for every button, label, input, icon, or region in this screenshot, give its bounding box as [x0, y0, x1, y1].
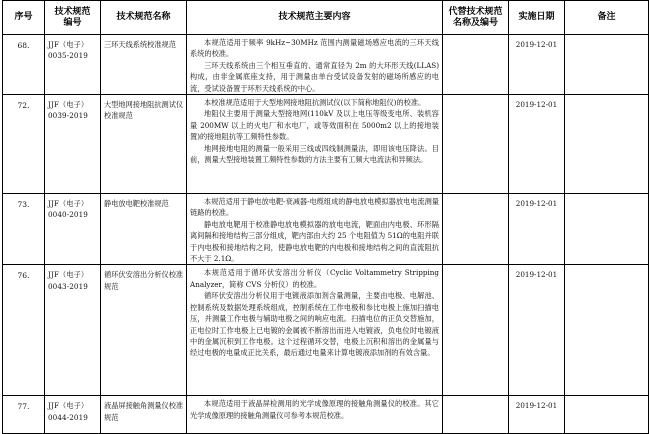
remark	[565, 265, 649, 396]
content-paragraph: 地网接地电阻的测量一般采用三线或四线制测量法，即用该电压降法。目前，测量大型接地装置工频特性参数的方法主要有工频大电流法和异频法。	[190, 143, 439, 165]
replaced-spec	[443, 35, 509, 95]
content-paragraph: 本规范适用于频率 9kHz~30MHz 范围内测量磁场感应电流的三环天线系统的校准。	[190, 38, 439, 59]
replaced-spec	[443, 194, 509, 265]
table-row	[3, 95, 649, 194]
header-remark: 备注	[565, 1, 649, 35]
spec-code: JJF（电子）0043-2019	[45, 265, 101, 396]
row-number: 76.	[3, 265, 45, 396]
content-paragraph: 本规范适用于液晶屏检测用的光学成像原理的接触角测量仪的校准。其它光学成像原理的接触角测量仪可参考本规范校准。	[190, 399, 439, 420]
spec-table	[2, 0, 649, 434]
content-paragraph: 循环伏安溶出分析仪用于电镀液添加剂含量测量，主要由电极、电解池、控制系统及数据处理系统组成，控制系统在工作电极和参比电极上施加扫描电压，并测量工作电极与辅助电极之间的响应电流。扫描电位的正负交替施加，正电位时工作电极上已电镀的金属被不断溶出而进入电镀液，负电位时电镀液中的金属沉积到工作电极。这个过程循环交替，电极上沉积和溶出的金属量与经过电极的电量成正比关系，最后通过电量来计算电镀液添加剂的有效含量。	[190, 291, 439, 358]
row-number: 77.	[3, 396, 45, 434]
replaced-spec	[443, 95, 509, 194]
spec-name: 三环天线系统校准规范	[101, 35, 187, 95]
spec-content	[187, 194, 443, 265]
remark	[565, 194, 649, 265]
content-paragraph: 本规范适用于循环伏安溶出分析仪（Cyclic Voltammetry Stripping Analyzer，简称 CVS 分析仪）的校准。	[190, 268, 439, 289]
header-code	[45, 1, 101, 35]
spec-code: JJF（电子）0039-2019	[45, 95, 101, 194]
effective-date: 2019-12-01	[509, 396, 565, 434]
remark	[565, 35, 649, 95]
header-ref-line2: 名称及编号	[452, 17, 498, 28]
table-row	[3, 265, 649, 396]
header-content: 技术规范主要内容	[187, 1, 443, 35]
header-code-line2: 编号	[63, 17, 82, 28]
spec-content	[187, 95, 443, 194]
table-row	[3, 194, 649, 265]
table-row	[3, 35, 649, 95]
header-date: 实施日期	[509, 1, 565, 35]
spec-code: JJF（电子）0040-2019	[45, 194, 101, 265]
effective-date: 2019-12-01	[509, 265, 565, 396]
content-paragraph: 本规范适用于静电放电靶-衰减器-电缆组成的静电放电模拟器放电电流测量链路的校准。	[190, 197, 439, 218]
header-no: 序号	[3, 1, 45, 35]
effective-date: 2019-12-01	[509, 35, 565, 95]
spec-name: 静电放电靶校准规范	[101, 194, 187, 265]
spec-name: 大型地网接地阻抗测试仪校准规范	[101, 95, 187, 194]
spec-code: JJF（电子）0035-2019	[45, 35, 101, 95]
effective-date: 2019-12-01	[509, 194, 565, 265]
table-row	[3, 396, 649, 434]
row-number: 72.	[3, 95, 45, 194]
spec-content	[187, 35, 443, 95]
row-number: 68.	[3, 35, 45, 95]
content-paragraph: 本校准规范适用于大型地网接地阻抗测试仪(以下简称地阻仪)的校准。	[204, 98, 426, 108]
replaced-spec	[443, 396, 509, 434]
spec-content	[187, 265, 443, 396]
remark	[565, 396, 649, 434]
effective-date: 2019-12-01	[509, 95, 565, 194]
content-paragraph: 地阻仪主要用于测量大型接地网(110kV 及以上电压等级变电所、装机容量 200MW 以上的火电厂和水电厂，或等效面积在 5000m2 以上的接地装置)的接地阻抗等工频特性参数。	[190, 109, 439, 142]
content-paragraph: 三环天线系统由三个相互垂直的、通常直径为 2m 的大环形天线(LLAS)构成，由非金属底座支持，用于测量由单台受试设备发射的磁场所感应的电流，受试设备置于环形天线系统的中心。	[190, 60, 439, 93]
header-code-line1: 技术规范	[54, 6, 91, 17]
row-number: 73.	[3, 194, 45, 265]
spec-code: JJF（电子）0044-2019	[45, 396, 101, 434]
content-paragraph: 静电放电靶用于校准静电放电模拟器的放电电流，靶面由内电极、环形隔离间隔和接地结构三部分组成，靶内部由大约 25 个电阻值为 51Ω的电阻并联于内电极和接地结构之间，使静电放电靶的内电极和接地结构之间的直流阻抗不大于 2.1Ω。	[190, 219, 439, 264]
spec-name: 液晶屏接触角测量仪校准规范	[101, 396, 187, 434]
header-name: 技术规范名称	[101, 1, 187, 35]
table-header-row	[3, 1, 649, 35]
replaced-spec	[443, 265, 509, 396]
header-ref-line1: 代替技术规范	[448, 6, 503, 17]
spec-name: 循环伏安溶出分析仪校准规范	[101, 265, 187, 396]
spec-content	[187, 396, 443, 434]
remark	[565, 95, 649, 194]
header-ref	[443, 1, 509, 35]
